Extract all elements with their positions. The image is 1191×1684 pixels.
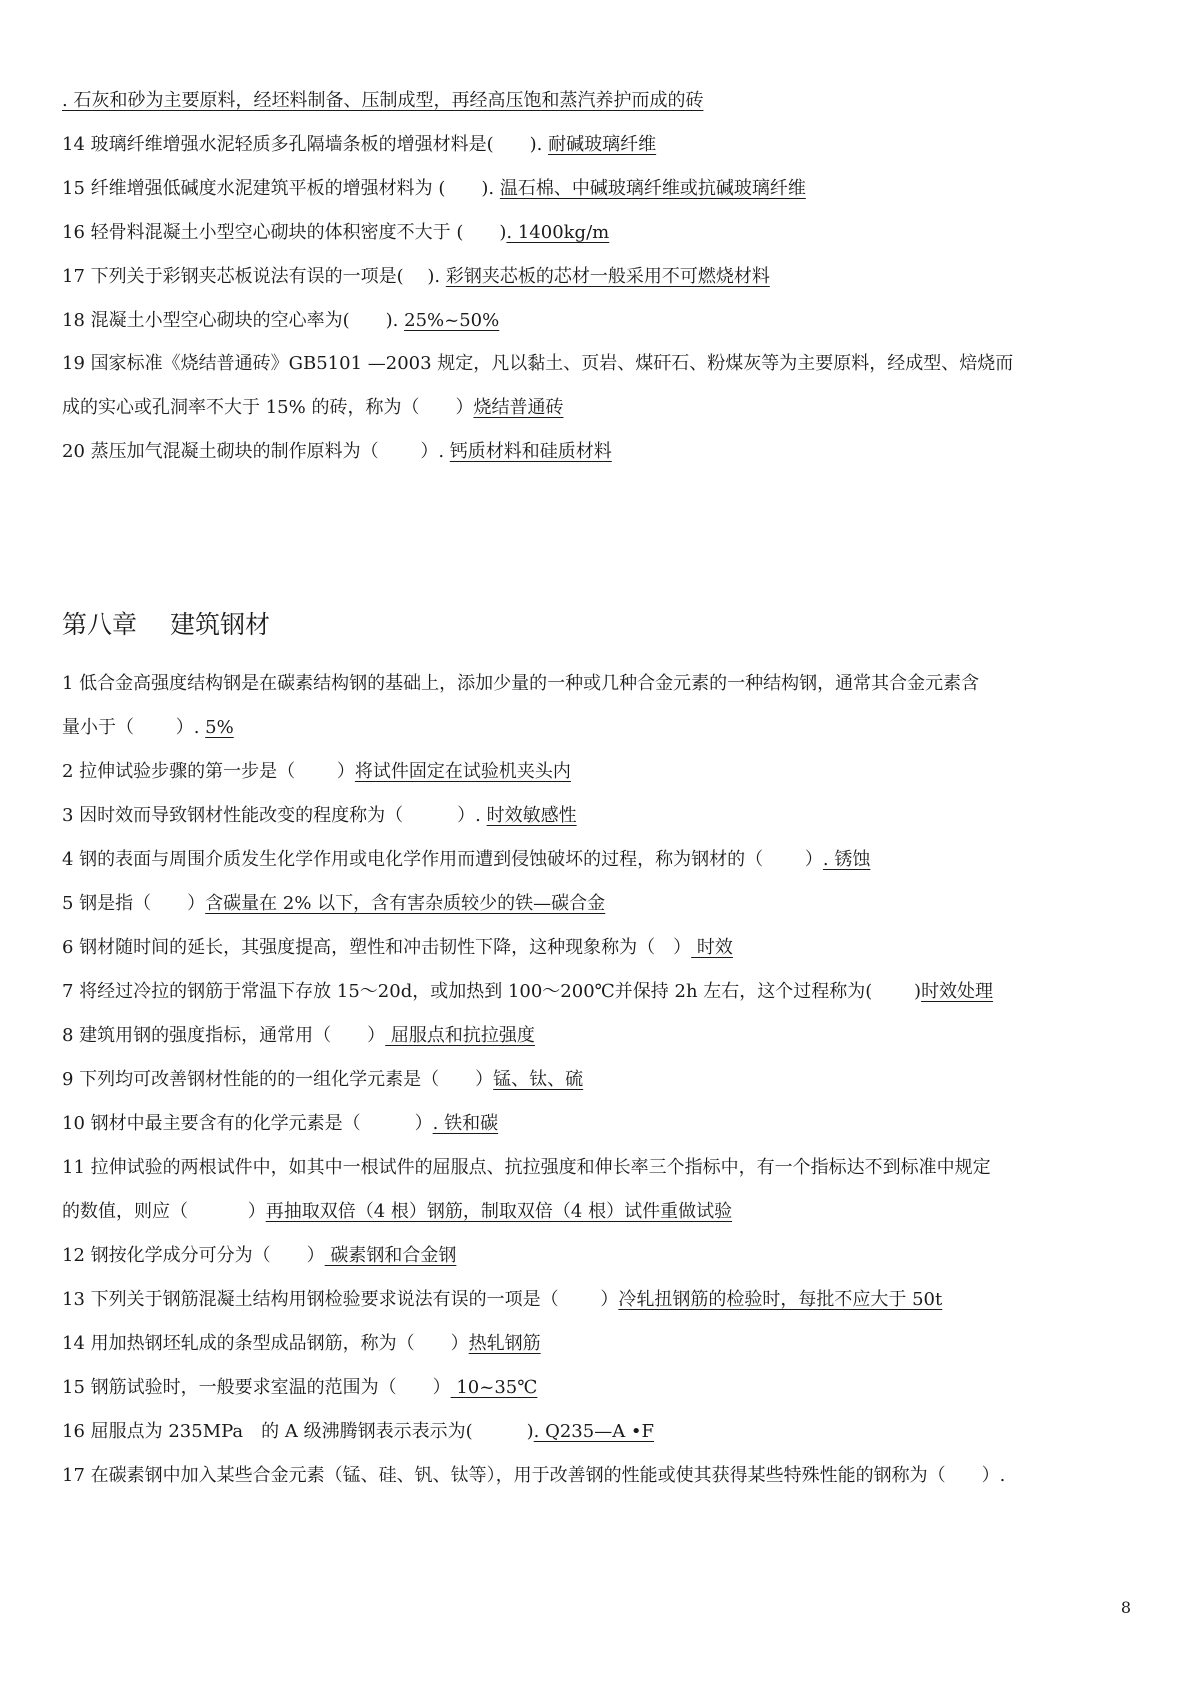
list-item [62,1023,1131,1049]
question-text: 1 低合金高强度结构钢是在碳素结构钢的基础上，添加少量的一种或几种合金元素的一种结构钢，通常其合金元素含 [62,673,980,694]
question-text: 4 钢的表面与周围介质发生化学作用或电化学作用而遭到侵蚀破坏的过程，称为钢材的（ ） [62,849,823,870]
question-text: 16 轻骨料混凝土小型空心砌块的体积密度不大于 ( ) [62,222,507,243]
question-text: 2 拉伸试验步骤的第一步是（ ） [62,761,355,782]
answer-text: 耐碱玻璃纤维 [548,134,657,155]
list-item [62,439,1131,465]
page-number: 8 [1120,1598,1131,1617]
answer-text: 时效敏感性 [486,805,577,826]
answer-text: 25%~50% [404,310,500,331]
question-text: 3 因时效而导致钢材性能改变的程度称为（ ）. [62,805,487,826]
answer-text: . 石灰和砂为主要原料，经坯料制备、压制成型，再经高压饱和蒸汽养护而成的砖 [62,90,704,111]
answer-text: . 1400kg/m [506,222,610,243]
question-text: 量小于（ ）. [62,717,206,738]
list-item [62,1463,1131,1489]
list-item [62,351,1131,377]
question-text: 15 纤维增强低碱度水泥建筑平板的增强材料为 ( ). [62,178,500,199]
list-item [62,891,1131,917]
list-item [62,803,1131,829]
list-item [62,671,1131,697]
answer-text: 再抽取双倍（4 根）钢筋，制取双倍（4 根）试件重做试验 [265,1201,733,1222]
question-text: 17 在碳素钢中加入某些合金元素（锰、硅、钒、钛等），用于改善钢的性能或使其获得某些特殊性能的钢称为（ ）. [62,1465,1006,1486]
answer-text: 将试件固定在试验机夹头内 [354,761,571,782]
question-text: 17 下列关于彩钢夹芯板说法有误的一项是( ). [62,266,446,287]
question-text: 成的实心或孔洞率不大于 15% 的砖，称为（ ） [62,397,474,418]
answer-text: 5% [205,717,234,738]
question-text: 7 将经过冷拉的钢筋于常温下存放 15～20d，或加热到 100～200℃并保持 2h 左右，这个过程称为( ) [62,981,922,1002]
answer-text: 钙质材料和硅质材料 [449,441,612,462]
question-text: 10 钢材中最主要含有的化学元素是（ ） [62,1113,433,1134]
answer-text: 屈服点和抗拉强度 [385,1025,535,1046]
list-item [62,395,1131,421]
question-text: 20 蒸压加气混凝土砌块的制作原料为（ ）. [62,441,450,462]
question-text: 6 钢材随时间的延长，其强度提高，塑性和冲击韧性下降，这种现象称为（ ） [62,937,692,958]
question-text: 14 用加热钢坯轧成的条型成品钢筋，称为（ ） [62,1333,469,1354]
list-item [62,1287,1131,1313]
list-item [62,935,1131,961]
answer-text: . Q235—A •F [533,1421,655,1442]
question-text: 8 建筑用钢的强度指标，通常用（ ） [62,1025,386,1046]
list-item [62,308,1131,334]
answer-text: 时效处理 [921,981,994,1002]
question-text: 9 下列均可改善钢材性能的的一组化学元素是（ ） [62,1069,494,1090]
list-item [62,1419,1131,1445]
question-text: 18 混凝土小型空心砌块的空心率为( ). [62,310,405,331]
list-item [62,715,1131,741]
answer-text: 含碳量在 2% 以下，含有害杂质较少的铁—碳合金 [205,893,606,914]
list-item [62,88,1131,114]
answer-text: 时效 [691,937,733,958]
list-item [62,1331,1131,1357]
list-item [62,1375,1131,1401]
list-item [62,1155,1131,1181]
question-text: 14 玻璃纤维增强水泥轻质多孔隔墙条板的增强材料是( ). [62,134,549,155]
question-text: 12 钢按化学成分可分为（ ） [62,1245,325,1266]
answer-text: . 锈蚀 [822,849,871,870]
answer-text: 碳素钢和合金钢 [324,1245,457,1266]
question-text: 19 国家标准《烧结普通砖》GB5101 —2003 规定，凡以黏土、页岩、煤矸石、粉煤灰等为主要原料，经成型、焙烧而 [62,353,1014,374]
list-item [62,1243,1131,1269]
list-item [62,759,1131,785]
list-item [62,176,1131,202]
list-item [62,847,1131,873]
list-item [62,1199,1131,1225]
answer-text: 烧结普通砖 [473,397,564,418]
question-text: 11 拉伸试验的两根试件中，如其中一根试件的屈服点、抗拉强度和伸长率三个指标中，有一个指标达不到标准中规定 [62,1157,991,1178]
question-text: 13 下列关于钢筋混凝土结构用钢检验要求说法有误的一项是（ ） [62,1289,619,1310]
answer-text: 热轧钢筋 [468,1333,541,1354]
list-item [62,220,1131,246]
question-text: 的数值，则应（ ） [62,1201,266,1222]
list-item [62,979,1131,1005]
question-text: 5 钢是指（ ） [62,893,206,914]
chapter-heading: 第八章 建筑钢材 [62,610,270,639]
answer-text: . 铁和碳 [432,1113,499,1134]
list-item [62,1067,1131,1093]
answer-text: 锰、钛、硫 [493,1069,584,1090]
answer-text: 10~35℃ [450,1377,538,1398]
list-item [62,1111,1131,1137]
answer-text: 温石棉、中碱玻璃纤维或抗碱玻璃纤维 [499,178,806,199]
answer-text: 冷轧扭钢筋的检验时，每批不应大于 50t [618,1289,943,1310]
question-text: 15 钢筋试验时，一般要求室温的范围为（ ） [62,1377,451,1398]
list-item [62,264,1131,290]
answer-text: 彩钢夹芯板的芯材一般采用不可燃烧材料 [445,266,770,287]
question-text: 16 屈服点为 235MPa 的 A 级沸腾钢表示表示为( ) [62,1421,534,1442]
list-item [62,132,1131,158]
